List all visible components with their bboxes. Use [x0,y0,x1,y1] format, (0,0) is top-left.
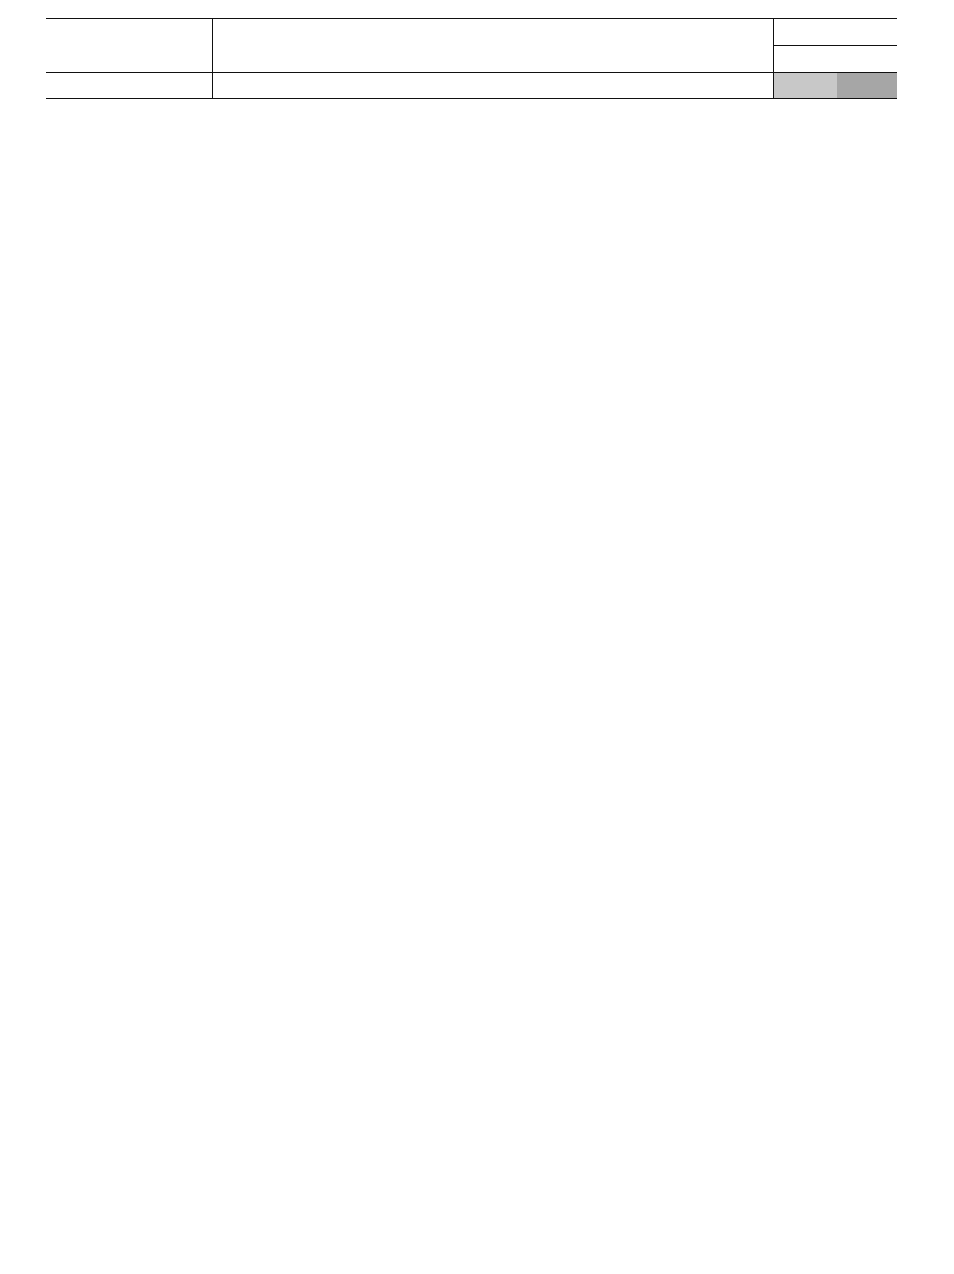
header-vlbert [365,19,459,46]
value-cell [547,73,679,99]
value-cell [213,73,278,99]
table-row [46,73,897,99]
value-cell [459,73,547,99]
header-unicoder [459,19,547,46]
table-body [46,73,897,99]
header-unicoder-vl [459,46,547,73]
subtask-cell [131,73,213,99]
value-cell [679,73,774,99]
header-large [837,46,897,73]
header-tasks [46,19,213,73]
header-vlbert-large [365,46,459,73]
value-cell [774,73,838,99]
value-cell [365,73,459,99]
header-base [774,46,838,73]
value-cell [277,73,365,99]
value-cell [837,73,897,99]
header-lxmert [679,19,774,73]
header-sota [213,19,278,73]
header-vilbert [277,19,365,73]
header-row-1 [46,19,897,46]
task-name-cell [46,73,131,99]
results-table [46,18,897,99]
header-visualbert [547,19,679,73]
header-uniter [774,19,898,46]
